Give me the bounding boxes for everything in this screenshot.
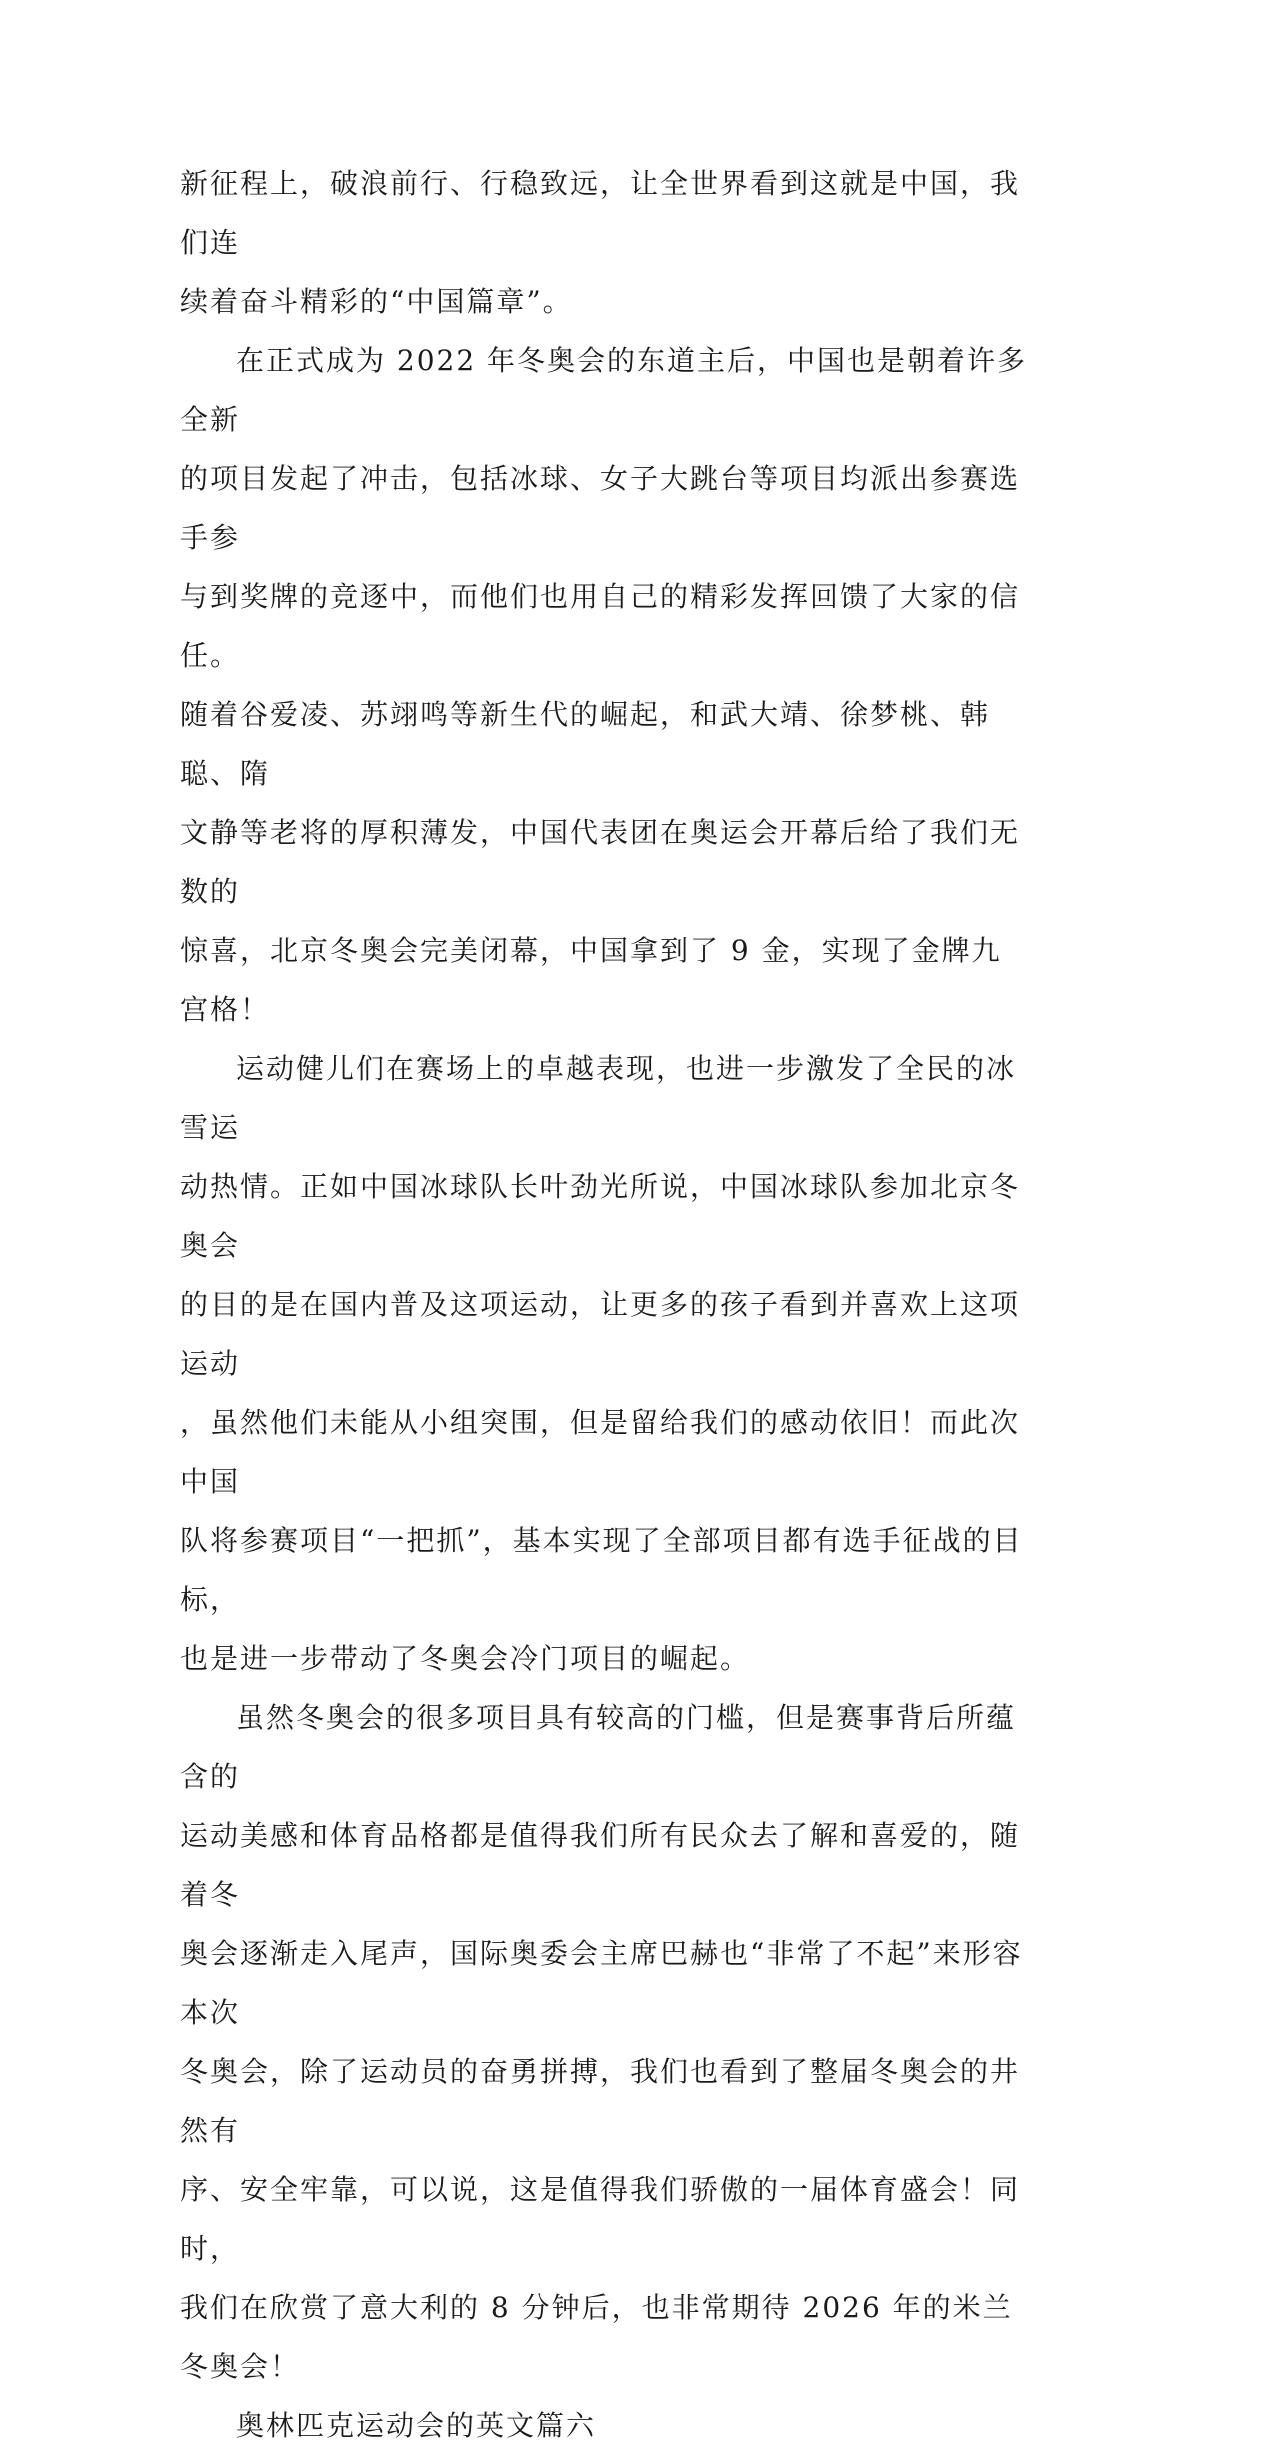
paragraph-winter-olympics-summary: 虽然冬奥会的很多项目具有较高的门槛，但是赛事背后所蕴含的 运动美感和体育品格都是值得我们所有民众去了解和喜爱的，随着冬 奥会逐渐走入尾声，国际奥委会主席巴赫也“非常了不起”来形容本次 冬奥会，除了运动员的奋勇拼搏，我们也看到了整届冬奥会的井然有 序、安全牢靠，可以说，这是值得我们骄傲的一届体育盛会！同时， 我们在欣赏了意大利的 8 分钟后，也非常期待 2026 年的米兰冬奥会！: [180, 1701, 1023, 2383]
paragraph-athletes-performance: 运动健儿们在赛场上的卓越表现，也进一步激发了全民的冰雪运 动热情。正如中国冰球队长叶劲光所说，中国冰球队参加北京冬奥会 的目的是在国内普及这项运动，让更多的孩子看到并喜欢上这项运动 ，虽然他们未能从小组突围，但是留给我们的感动依旧！而此次中国 队将参赛项目“一把抓”，基本实现了全部项目都有选手征战的目标， 也是进一步带动了冬奥会冷门项目的崛起。: [180, 1052, 1023, 1675]
document-body: [180, 154, 1030, 2455]
paragraph-olympic-host: 在正式成为 2022 年冬奥会的东道主后，中国也是朝着许多全新 的项目发起了冲击，包括冰球、女子大跳台等项目均派出参赛选手参 与到奖牌的竞逐中，而他们也用自己的精彩发挥回馈了大家的信任。 随着谷爱凌、苏翊鸣等新生代的崛起，和武大靖、徐梦桃、韩聪、隋 文静等老将的厚积薄发，中国代表团在奥运会开幕后给了我们无数的 惊喜，北京冬奥会完美闭幕，中国拿到了 9 金，实现了金牌九宫格！: [180, 344, 1028, 1026]
section-heading: 奥林匹克运动会的英文篇六: [236, 2409, 597, 2442]
paragraph-continuation: 新征程上，破浪前行、行稳致远，让全世界看到这就是中国，我们连 续着奋斗精彩的“中国篇章”。: [180, 167, 1021, 318]
